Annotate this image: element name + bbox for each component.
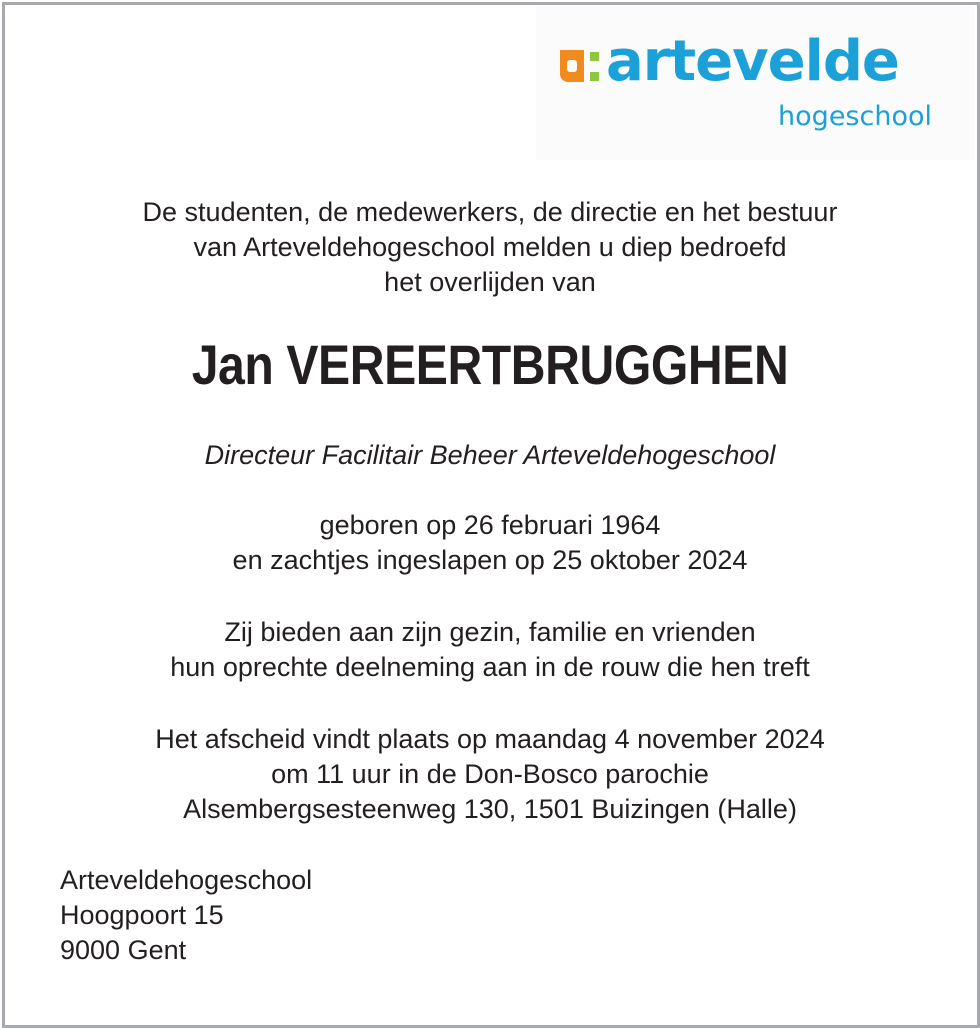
logo-wordmark: artevelde: [606, 29, 899, 94]
deceased-name: Jan VEREERTBRUGGHEN: [191, 333, 789, 396]
address-block: [60, 863, 312, 968]
condolence-line: hun oprechte deelneming aan in de rouw die hen treft: [170, 652, 810, 682]
death-line: en zachtjes ingeslapen op 25 oktober 2024: [232, 545, 748, 575]
logo-green-square-bottom: [590, 72, 599, 81]
logo-green-square-top: [590, 52, 599, 61]
intro-line: van Arteveldehogeschool melden u diep bedroefd: [193, 232, 787, 262]
logo-subtitle: hogeschool: [778, 101, 932, 132]
farewell-text: [0, 722, 980, 827]
dates-text: [0, 508, 980, 578]
intro-text: [0, 195, 980, 300]
birth-line: geboren op 26 februari 1964: [319, 510, 661, 540]
farewell-line: Alsembergsesteenweg 130, 1501 Buizingen (Halle): [183, 794, 797, 824]
farewell-line: Het afscheid vindt plaats op maandag 4 november 2024: [155, 724, 825, 754]
role-line: Directeur Facilitair Beheer Arteveldehogeschool: [204, 440, 776, 470]
address-line: Hoogpoort 15: [60, 900, 224, 930]
condolence-line: Zij bieden aan zijn gezin, familie en vrienden: [224, 617, 756, 647]
farewell-line: om 11 uur in de Don-Bosco parochie: [271, 759, 709, 789]
deceased-role: [0, 438, 980, 473]
intro-line: het overlijden van: [384, 267, 596, 297]
address-line: 9000 Gent: [60, 935, 187, 965]
address-line: Arteveldehogeschool: [60, 865, 313, 895]
logo-mark-icon: [556, 46, 602, 86]
intro-line: De studenten, de medewerkers, de directie en het bestuur: [142, 197, 838, 227]
condolence-text: [0, 615, 980, 685]
artevelde-logo: [536, 6, 974, 160]
